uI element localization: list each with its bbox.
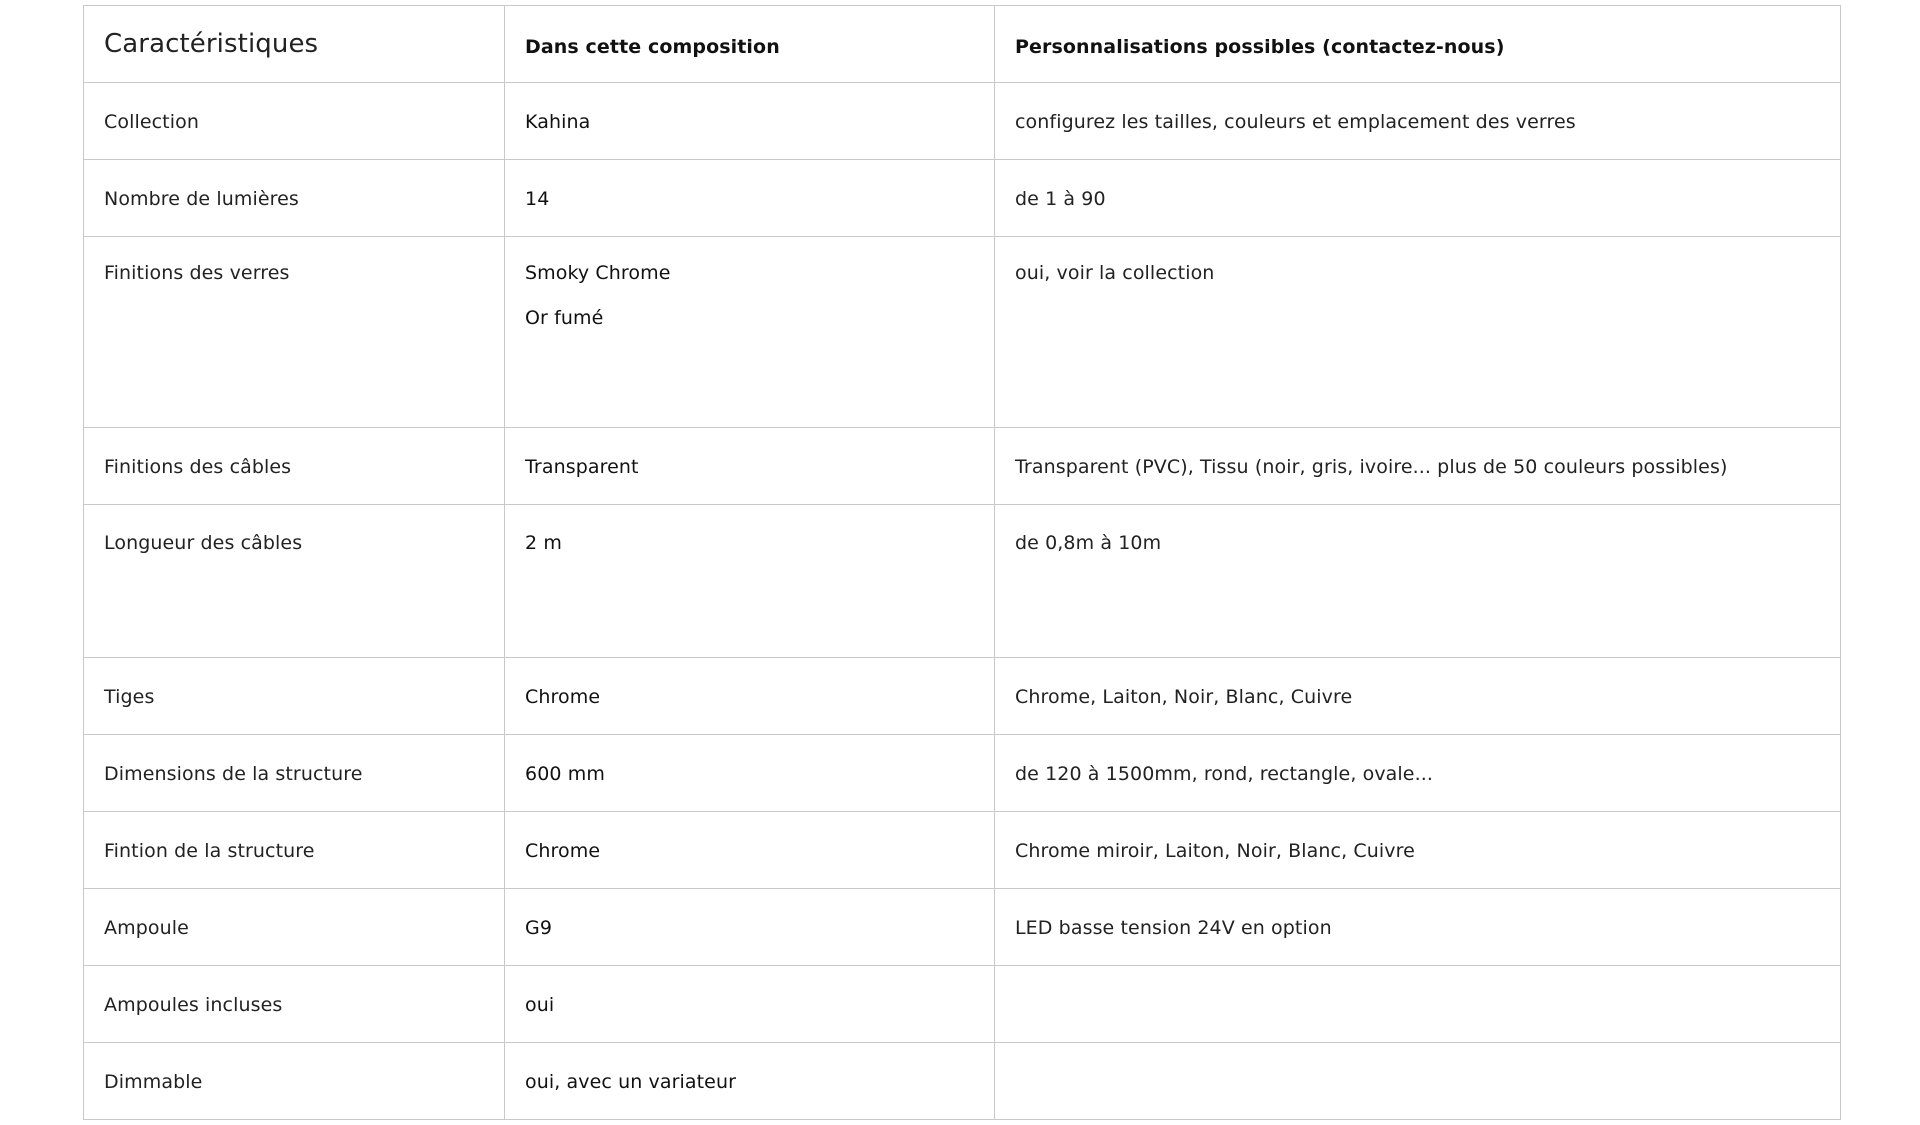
- value-cell: [505, 160, 995, 237]
- label-cell: [84, 735, 505, 812]
- label-cell: [84, 966, 505, 1043]
- table-body: [84, 6, 1841, 1120]
- row-options: [995, 966, 1840, 994]
- row-options: Chrome miroir, Laiton, Noir, Blanc, Cuivre: [1015, 840, 1415, 862]
- label-cell: [84, 889, 505, 966]
- row-label: Finitions des câbles: [104, 456, 292, 478]
- row-options: de 0,8m à 10m: [1015, 532, 1162, 554]
- row-options: oui, voir la collection: [1015, 262, 1215, 284]
- row-value: Smoky Chrome: [525, 262, 671, 284]
- row-value: G9: [525, 917, 553, 939]
- value-cell: [505, 428, 995, 505]
- options-cell: [995, 658, 1841, 735]
- row-label: Ampoules incluses: [104, 994, 283, 1016]
- options-cell: [995, 505, 1841, 658]
- row-options: configurez les tailles, couleurs et emplacement des verres: [1015, 111, 1576, 133]
- row-label: Dimmable: [104, 1071, 203, 1093]
- row-value: Or fumé: [525, 306, 604, 329]
- row-value: 600 mm: [525, 763, 605, 785]
- table-row: [84, 1043, 1841, 1120]
- table-header-row: [84, 6, 1841, 83]
- row-label: Dimensions de la structure: [104, 763, 363, 785]
- options-cell: [995, 237, 1841, 428]
- header-customization: Personnalisations possibles (contactez-nous): [1015, 36, 1505, 58]
- row-value: Transparent: [525, 456, 639, 478]
- header-cell-characteristics: [84, 6, 505, 83]
- label-cell: [84, 160, 505, 237]
- row-value: Kahina: [525, 111, 591, 133]
- row-options: de 120 à 1500mm, rond, rectangle, ovale...: [1015, 763, 1433, 785]
- value-cell: [505, 237, 995, 428]
- row-value: 2 m: [525, 532, 562, 554]
- value-cell: [505, 889, 995, 966]
- row-options: LED basse tension 24V en option: [1015, 917, 1332, 939]
- header-characteristics: Caractéristiques: [104, 29, 319, 59]
- label-cell: [84, 83, 505, 160]
- row-label: Ampoule: [104, 917, 189, 939]
- label-cell: [84, 428, 505, 505]
- table-row: [84, 966, 1841, 1043]
- row-value: oui, avec un variateur: [525, 1071, 737, 1093]
- label-cell: [84, 237, 505, 428]
- header-composition: Dans cette composition: [525, 36, 780, 58]
- value-cell: [505, 83, 995, 160]
- row-options: de 1 à 90: [1015, 188, 1106, 210]
- options-cell: [995, 735, 1841, 812]
- table-row: [84, 505, 1841, 658]
- row-options: [995, 1043, 1840, 1071]
- table-row: [84, 889, 1841, 966]
- table-row: [84, 160, 1841, 237]
- table-row: [84, 812, 1841, 889]
- label-cell: [84, 1043, 505, 1120]
- value-cell: [505, 505, 995, 658]
- table-row: [84, 658, 1841, 735]
- row-label: Finitions des verres: [104, 262, 290, 284]
- options-cell: [995, 160, 1841, 237]
- value-cell: [505, 658, 995, 735]
- row-value: Chrome: [525, 686, 601, 708]
- row-label: Nombre de lumières: [104, 188, 299, 210]
- options-cell: [995, 889, 1841, 966]
- row-label: Tiges: [104, 686, 155, 708]
- value-cell: [505, 735, 995, 812]
- row-value: 14: [525, 188, 550, 210]
- row-label: Collection: [104, 111, 199, 133]
- table-row: [84, 83, 1841, 160]
- header-cell-customization: [995, 6, 1841, 83]
- table-row: [84, 428, 1841, 505]
- label-cell: [84, 812, 505, 889]
- specifications-table: [83, 5, 1841, 1120]
- table-row: [84, 237, 1841, 428]
- row-options: Transparent (PVC), Tissu (noir, gris, ivoire... plus de 50 couleurs possibles): [1015, 456, 1728, 478]
- table-row: [84, 735, 1841, 812]
- options-cell: [995, 812, 1841, 889]
- row-options: Chrome, Laiton, Noir, Blanc, Cuivre: [1015, 686, 1353, 708]
- options-cell: [995, 966, 1841, 1043]
- row-label: Longueur des câbles: [104, 532, 303, 554]
- value-cell: [505, 1043, 995, 1120]
- row-value: Chrome: [525, 840, 601, 862]
- value-cell: [505, 812, 995, 889]
- label-cell: [84, 505, 505, 658]
- options-cell: [995, 83, 1841, 160]
- label-cell: [84, 658, 505, 735]
- row-value: oui: [525, 994, 555, 1016]
- header-cell-composition: [505, 6, 995, 83]
- row-label: Fintion de la structure: [104, 840, 315, 862]
- options-cell: [995, 428, 1841, 505]
- value-cell: [505, 966, 995, 1043]
- options-cell: [995, 1043, 1841, 1120]
